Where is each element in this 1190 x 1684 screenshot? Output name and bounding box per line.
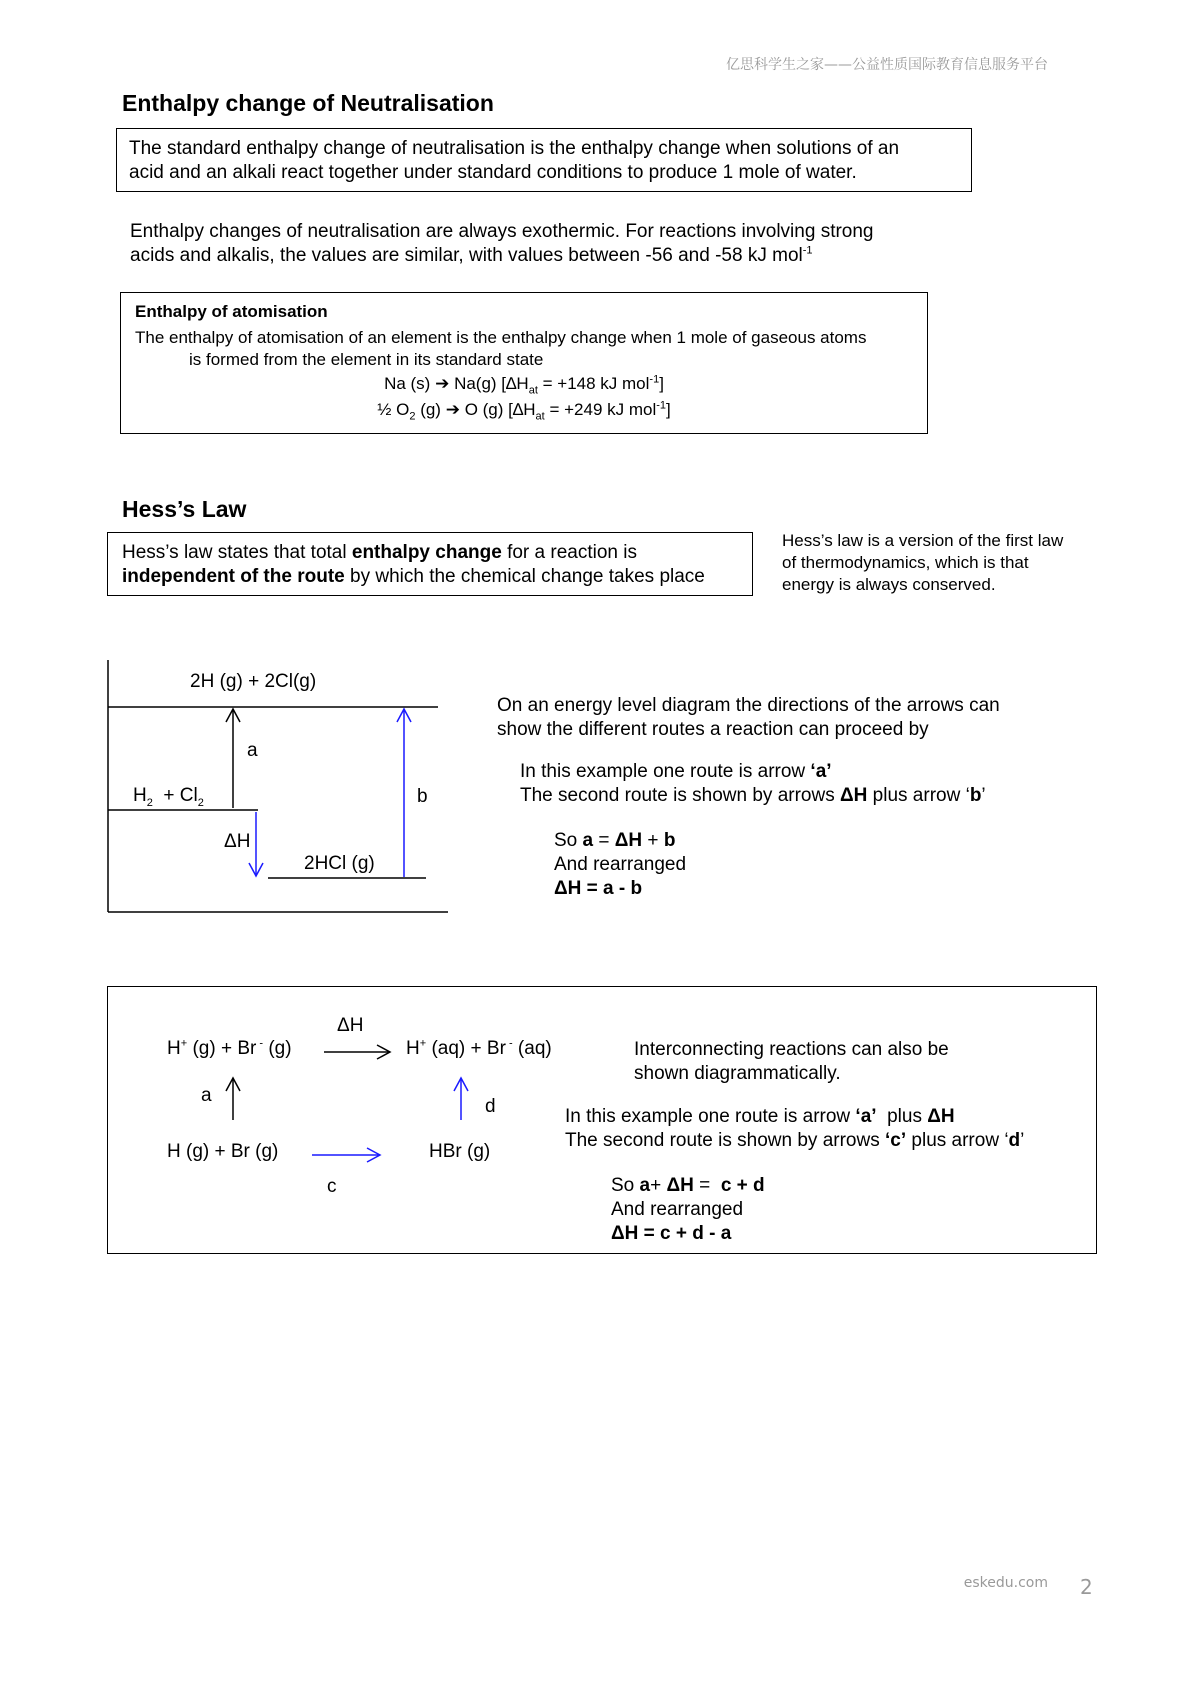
hess-side-note-line1: Hess’s law is a version of the first law [782, 531, 1064, 550]
diagram1-so-line: So a = ΔH + b [554, 830, 676, 851]
diagram2-arrow-a-label: a [201, 1085, 212, 1106]
header-site-text: 亿思科学生之家——公益性质国际教育信息服务平台 [726, 57, 1048, 73]
diagram2-route2: The second route is shown by arrows ‘c’ plus arrow ‘d’ [565, 1130, 1025, 1151]
atomisation-definition-line1: The enthalpy of atomisation of an element is the enthalpy change when 1 mole of gaseous atoms [135, 328, 867, 347]
diagram1-routes [520, 760, 1080, 808]
species-h-plus-br-minus-aq: H+ (aq) + Br - (aq) [406, 1037, 552, 1059]
diagram2-delta-h-label: ΔH [337, 1015, 364, 1036]
diagram2-explanation [634, 1038, 1074, 1086]
diagram1-result-line: ΔH = a - b [554, 878, 643, 899]
species-h-plus-br-minus-gas: H+ (g) + Br - (g) [167, 1037, 292, 1059]
neutralisation-note-line2: acids and alkalis, the values are similar, with values between -56 and -58 kJ mol$^{-1}$ [130, 244, 813, 266]
footer-site-text: eskedu.com [963, 1575, 1048, 1591]
hess-heading: Hess’s Law [122, 496, 247, 522]
atomisation-equation-na: Na (s) ➔ Na(g) [$\Delta H_{at} = +148$ kJ mol$^{-1}$] [384, 373, 664, 397]
diagram2-result-line: ΔH = c + d - a [611, 1223, 732, 1244]
diagram2-rearranged-line: And rearranged [611, 1199, 744, 1220]
diagram2-route1: In this example one route is arrow ‘a’ plus ΔH [565, 1106, 955, 1127]
diagram2-arrow-c-label: c [327, 1176, 337, 1197]
arrow-b-label: b [417, 786, 428, 807]
arrow-b [397, 709, 411, 877]
diagram2-explanation-line2: shown diagrammatically. [634, 1063, 841, 1084]
diagram1-route2: The second route is shown by arrows ΔH plus arrow ‘b’ [520, 785, 986, 806]
arrow-a-label: a [247, 740, 258, 761]
hess-side-note-line2: of thermodynamics, which is that [782, 553, 1029, 572]
arrow-a [226, 709, 240, 808]
species-hbr-gas: HBr (g) [429, 1141, 491, 1162]
middle-level-label: $H_2 + Cl_2$ [133, 785, 204, 809]
diagram1-rearranged-line: And rearranged [554, 854, 687, 875]
neutralisation-definition-line1: The standard enthalpy change of neutralisation is the enthalpy change when solutions of an [129, 138, 900, 159]
neutralisation-note-line1: Enthalpy changes of neutralisation are always exothermic. For reactions involving strong [130, 221, 874, 242]
diagram1-explanation [497, 694, 1057, 742]
diagram1-explanation-line1: On an energy level diagram the directions of the arrows can [497, 695, 1000, 716]
hess-definition-line1: Hess’s law states that total enthalpy change for a reaction is [122, 542, 637, 563]
atomisation-title: Enthalpy of atomisation [135, 302, 328, 321]
diagram1-route1: In this example one route is arrow ‘a’ [520, 761, 832, 782]
diagram2-explanation-line1: Interconnecting reactions can also be [634, 1039, 949, 1060]
arrow-delta-h [249, 812, 263, 876]
neutralisation-heading: Enthalpy change of Neutralisation [122, 90, 494, 116]
diagram1-explanation-line2: show the different routes a reaction can proceed by [497, 719, 929, 740]
top-level-label: 2H (g) + 2Cl(g) [190, 671, 317, 692]
neutralisation-definition-line2: acid and an alkali react together under standard conditions to produce 1 mole of water. [129, 162, 857, 183]
diagram2-routes [565, 1105, 1090, 1153]
atomisation-equation-o2: ½ $O_2$ (g) ➔ O (g) [$\Delta H_{at} = +249$ kJ mol$^{-1}$] [377, 399, 671, 423]
diagram2-arrow-d-label: d [485, 1096, 496, 1117]
arrow-delta-h-label: ΔH [224, 831, 251, 852]
hess-definition-line2: independent of the route by which the chemical change takes place [122, 566, 705, 587]
bottom-level-label: 2HCl (g) [304, 853, 375, 874]
diagram2-so-line: So a+ ΔH = c + d [611, 1175, 765, 1196]
page-number: 2 [1080, 1575, 1093, 1599]
hess-side-note-line3: energy is always conserved. [782, 575, 996, 594]
atomisation-definition-line2: is formed from the element in its standard state [189, 350, 544, 369]
diagram2-equation-block [611, 1174, 1011, 1246]
species-h-br-atoms: H (g) + Br (g) [167, 1141, 279, 1162]
diagram1-equation-block [554, 829, 954, 901]
